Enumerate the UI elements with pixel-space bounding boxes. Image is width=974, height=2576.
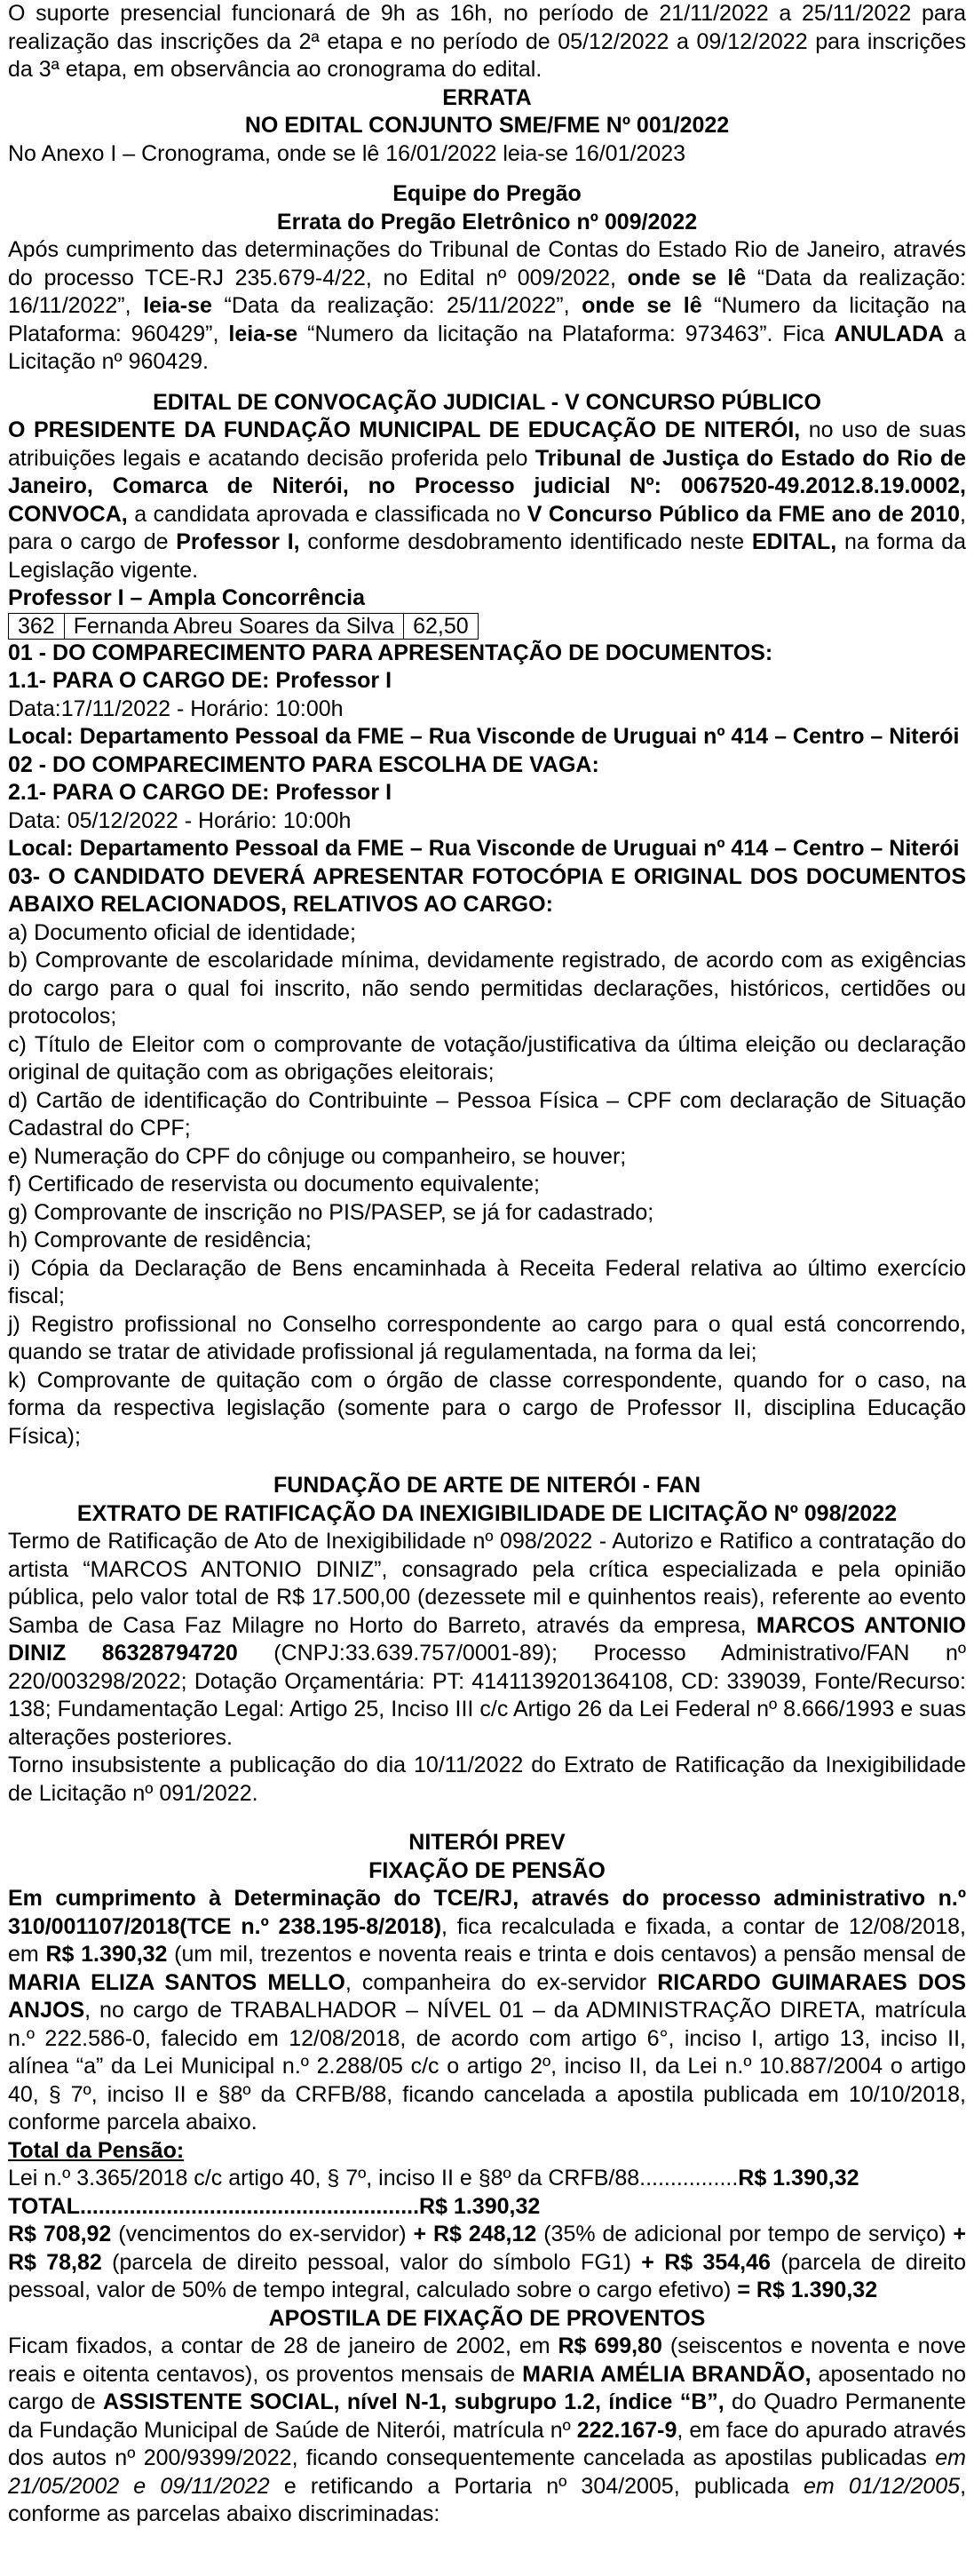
section-1-cargo: 1.1- PARA O CARGO DE: Professor I [8, 668, 392, 693]
intro-paragraph: O suporte presencial funcionará de 9h as 16h, no período de 21/11/2022 a 25/11/2022 para realização das inscrições da 2ª etapa e no período de 05/12/2022 a 09/12/2022 para inscrições da 3ª etapa, em observância ao cronograma do edital. [8, 1, 966, 82]
list-item: j) Registro profissional no Conselho correspondente ao cargo para o qual está concorrendo, quando se tratar de atividade profissional já regulamentada, na forma da lei; [8, 1311, 966, 1364]
list-item: b) Comprovante de escolaridade mínima, devidamente registrado, de acordo com as exigências do cargo para o qual foi inscrito, não sendo permitidas declarações, históricos, certidões ou protocolos; [8, 948, 966, 1029]
convocacao-title: EDITAL DE CONVOCAÇÃO JUDICIAL - V CONCURSO PÚBLICO [153, 389, 821, 415]
fan-paragraph: Termo de Ratificação de Ato de Inexigibilidade nº 098/2022 - Autorizo e Ratifico a contratação do artista “MARCOS ANTONIO DINIZ”, consagrado pela crítica especializada e pela opinião pública, pelo valor total de R$ 17.500,00 (dezessete mil e quinhentos reais), referente ao evento Samba de Casa Faz Milagre no Horto do Barreto, através da empresa, MARCOS ANTONIO DINIZ 86328794720 (CNPJ:33.639.757/0001-89); Processo Administrativo/FAN nº 220/003298/2022; Dotação Orçamentária: PT: 4141139201364108, CD: 339039, Fonte/Recurso: 138; Fundamentação Legal: Artigo 25, Inciso III c/c Artigo 26 da Lei Federal nº 8.666/1993 e suas alterações posteriores. [8, 1529, 966, 1750]
total-label: Total da Pensão: [8, 2137, 185, 2163]
list-item: a) Documento oficial de identidade; [8, 919, 356, 945]
fan-subtitle: EXTRATO DE RATIFICAÇÃO DA INEXIGIBILIDADE DE LICITAÇÃO Nº 098/2022 [76, 1500, 898, 1526]
list-item: e) Numeração do CPF do cônjuge ou companheiro, se houver; [8, 1143, 627, 1169]
list-item: k) Comprovante de quitação com o órgão de classe correspondente, quando for o caso, na forma da respectiva legislação (somente para o cargo de Professor II, disciplina Educação Física); [8, 1367, 966, 1449]
section-1-heading: 01 - DO COMPARECIMENTO PARA APRESENTAÇÃO DE DOCUMENTOS: [8, 640, 773, 665]
section-2-cargo: 2.1- PARA O CARGO DE: Professor I [8, 780, 392, 805]
apostila-title: APOSTILA DE FIXAÇÃO DE PROVENTOS [268, 2305, 706, 2331]
pregao-paragraph: Após cumprimento das determinações do Tribunal de Contas do Estado Rio de Janeiro, através do processo TCE-RJ 235.679-4/22, no Edital nº 009/2022, onde se lê “Data da realização: 16/11/2022”, leia-se “Data da realização: 25/11/2022”, onde se lê “Numero da licitação na Plataforma: 960429”, leia-se “Numero da licitação na Plataforma: 973463”. Fica ANULADA a Licitação nº 960429. [8, 237, 967, 374]
pregao-title: Errata do Pregão Eletrônico nº 009/2022 [276, 209, 698, 235]
section-3-heading: 03- O CANDIDATO DEVERÁ APRESENTAR FOTOCÓPIA E ORIGINAL DOS DOCUMENTOS ABAIXO RELACIONADOS, RELATIVOS AO CARGO: [8, 863, 966, 917]
pregao-team: Equipe do Pregão [392, 181, 582, 206]
document-list [8, 919, 966, 1451]
candidate-score: 62,50 [404, 613, 479, 639]
section-2-date: Data: 05/12/2022 - Horário: 10:00h [8, 807, 352, 833]
candidate-table [8, 613, 479, 640]
errata-subtitle: NO EDITAL CONJUNTO SME/FME Nº 001/2022 [244, 113, 730, 138]
list-item: d) Cartão de identificação do Contribuinte – Pessoa Física – CPF com declaração de Situação Cadastral do CPF; [8, 1087, 966, 1141]
lei-line: Lei n.º 3.365/2018 c/c artigo 40, § 7º, inciso II e §8º da CRFB/88................R$ 1.390,32 [8, 2166, 859, 2190]
convocacao-paragraph: O PRESIDENTE DA FUNDAÇÃO MUNICIPAL DE EDUCAÇÃO DE NITERÓI, no uso de suas atribuições legais e acatando decisão proferida pelo Tribunal de Justiça do Estado do Rio de Janeiro, Comarca de Niterói, no Processo judicial Nº: 0067520-49.2012.8.19.0002, CONVOCA, a candidata aprovada e classificada no V Concurso Público da FME ano de 2010, para o cargo de Professor I, conforme desdobramento identificado neste EDITAL, na forma da Legislação vigente. [8, 417, 966, 583]
errata-title: ERRATA [442, 84, 532, 110]
prev-subtitle: FIXAÇÃO DE PENSÃO [368, 1857, 606, 1883]
fan-paragraph-2: Torno insubsistente a publicação do dia 10/11/2022 do Extrato de Ratificação da Inexigibilidade de Licitação nº 091/2022. [8, 1753, 966, 1806]
prev-paragraph: Em cumprimento à Determinação do TCE/RJ, através do processo administrativo n.º 310/001107/2018(TCE n.º 238.195-8/2018), fica recalculada e fixada, a contar de 12/08/2018, em R$ 1.390,32 (um mil, trezentos e noventa reais e trinta e dois centavos) a pensão mensal de MARIA ELIZA SANTOS MELLO, companheira do ex-servidor RICARDO GUIMARAES DOS ANJOS, no cargo de TRABALHADOR – NÍVEL 01 – da ADMINISTRAÇÃO DIRETA, matrícula n.º 222.586-0, falecido em 12/08/2018, de acordo com artigo 6°, inciso I, artigo 13, inciso II, alínea “a” da Lei Municipal n.º 2.288/05 c/c o artigo 2º, inciso II, da Lei n.º 10.887/2004 o artigo 40, § 7º, inciso II e §8º da CRFB/88, ficando cancelada a apostila publicada em 10/10/2018, conforme parcela abaixo. [8, 1886, 967, 2135]
list-item: f) Certificado de reservista ou documento equivalente; [8, 1172, 540, 1197]
candidate-name: Fernanda Abreu Soares da Silva [64, 613, 403, 639]
list-item: h) Comprovante de residência; [8, 1228, 312, 1252]
total-line: TOTAL.......................................................R$ 1.390,32 [8, 2193, 541, 2219]
table-row [9, 613, 479, 639]
errata-text: No Anexo I – Cronograma, onde se lê 16/01/2022 leia-se 16/01/2023 [8, 140, 686, 166]
section-2-local: Local: Departamento Pessoal da FME – Rua Visconde de Uruguai nº 414 – Centro – Niterói [8, 836, 960, 861]
candidate-group: Professor I – Ampla Concorrência [8, 585, 365, 610]
apostila-paragraph: Ficam fixados, a contar de 28 de janeiro de 2002, em R$ 699,80 (seiscentos e noventa e nove reais e oitenta centavos), os proventos mensais de MARIA AMÉLIA BRANDÃO, aposentado no cargo de ASSISTENTE SOCIAL, nível N-1, subgrupo 1.2, índice “B”, do Quadro Permanente da Fundação Municipal de Saúde de Niterói, matrícula nº 222.167-9, em face do apurado através dos autos nº 200/9399/2022, ficando consequentemente cancelada as apostilas publicadas em 21/05/2002 e 09/11/2022 e retificando a Portaria nº 304/2005, publicada em 01/12/2005, conforme as parcelas abaixo discriminadas: [8, 2334, 967, 2526]
calc-paragraph: R$ 708,92 (vencimentos do ex-servidor) + R$ 248,12 (35% de adicional por tempo de serviço) + R$ 78,82 (parcela de direito pessoal, valor do símbolo FG1) + R$ 354,46 (parcela de direito pessoal, valor de 50% de tempo integral, calculado sobre o cargo efetivo) = R$ 1.390,32 [8, 2222, 967, 2302]
prev-title: NITERÓI PREV [408, 1830, 566, 1855]
list-item: c) Título de Eleitor com o comprovante de votação/justificativa da última eleição ou declaração original de quitação com as obrigações eleitorais; [8, 1031, 966, 1085]
list-item: g) Comprovante de inscrição no PIS/PASEP, se já for cadastrado; [8, 1199, 654, 1225]
candidate-number: 362 [9, 613, 65, 639]
section-1-local: Local: Departamento Pessoal da FME – Rua Visconde de Uruguai nº 414 – Centro – Niterói [8, 724, 960, 749]
section-2-heading: 02 - DO COMPARECIMENTO PARA ESCOLHA DE VAGA: [8, 751, 599, 777]
section-1-date: Data:17/11/2022 - Horário: 10:00h [8, 696, 344, 721]
fan-title: FUNDAÇÃO DE ARTE DE NITERÓI - FAN [273, 1473, 701, 1498]
list-item: i) Cópia da Declaração de Bens encaminhada à Receita Federal relativa ao último exercício fiscal; [8, 1255, 966, 1308]
